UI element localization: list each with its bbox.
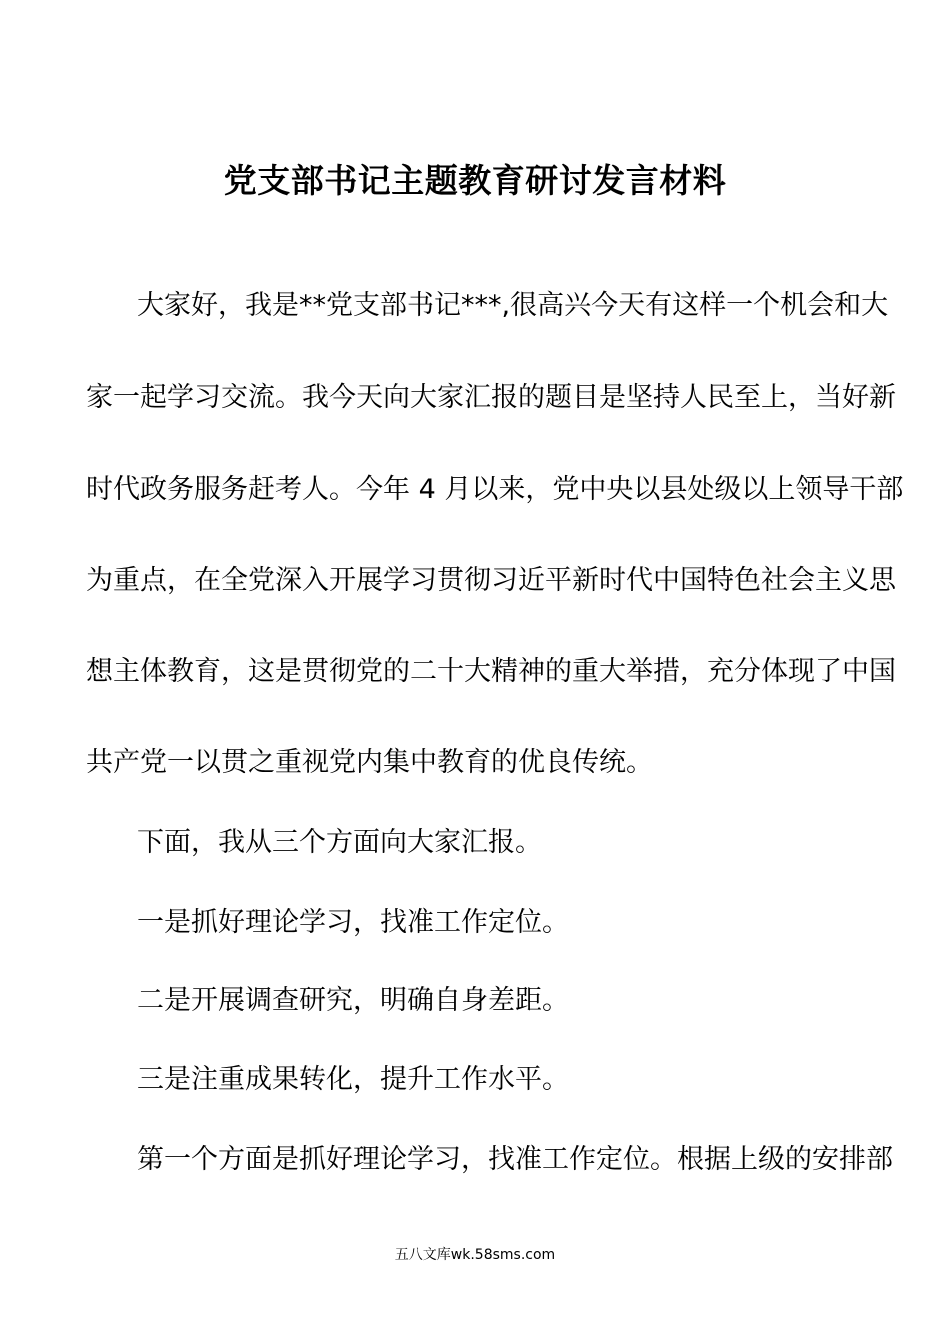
paragraph-line: 家一起学习交流。我今天向大家汇报的题目是坚持人民至上，当好新 <box>86 382 896 413</box>
paragraph-line: 大家好，我是**党支部书记***,很高兴今天有这样一个机会和大 <box>137 290 889 321</box>
paragraph-line: 共产党一以贯之重视党内集中教育的优良传统。 <box>86 747 653 778</box>
paragraph-line: 第一个方面是抓好理论学习，找准工作定位。根据上级的安排部 <box>137 1144 893 1175</box>
page-footer: 五八文库wk.58sms.com <box>394 1247 556 1263</box>
paragraph-line: 三是注重成果转化，提升工作水平。 <box>137 1064 569 1095</box>
paragraph-line: 一是抓好理论学习，找准工作定位。 <box>137 907 569 938</box>
paragraph-line: 时代政务服务赶考人。今年 4 月以来，党中央以县处级以上领导干部 <box>86 474 904 505</box>
paragraph-line: 想主体教育，这是贯彻党的二十大精神的重大举措，充分体现了中国 <box>86 656 896 687</box>
paragraph-line: 为重点，在全党深入开展学习贯彻习近平新时代中国特色社会主义思 <box>86 565 896 596</box>
paragraph-line: 下面，我从三个方面向大家汇报。 <box>137 827 542 858</box>
document-title: 党支部书记主题教育研讨发言材料 <box>223 161 727 200</box>
paragraph-line: 二是开展调查研究，明确自身差距。 <box>137 985 569 1016</box>
